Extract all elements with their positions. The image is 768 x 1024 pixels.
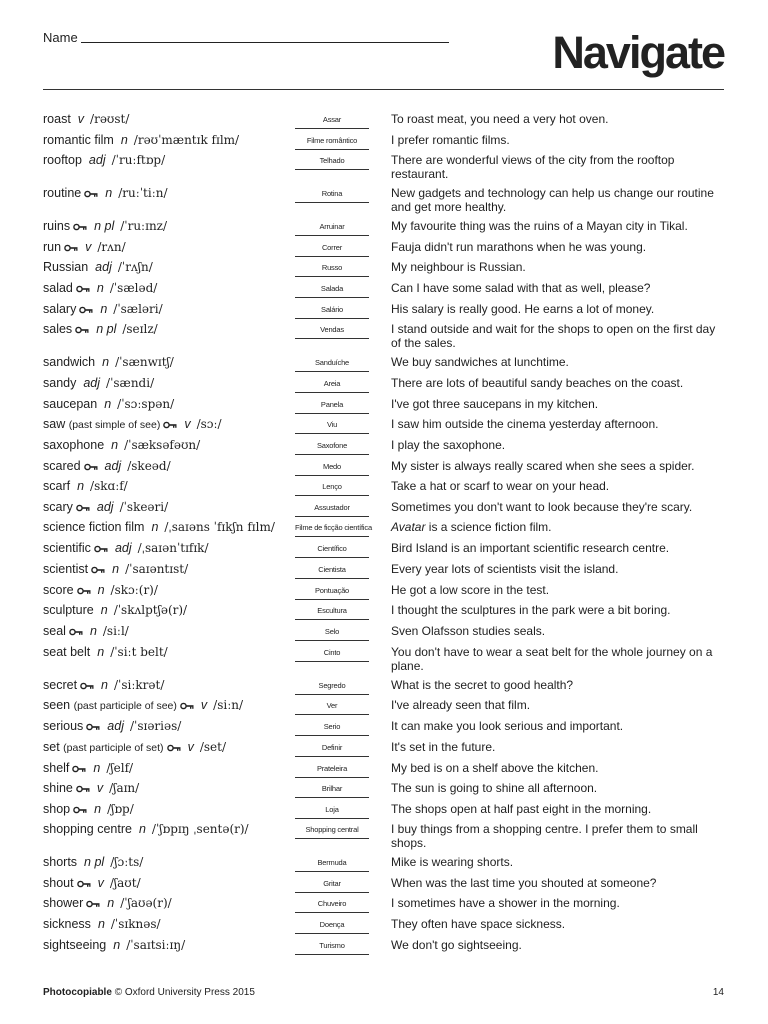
headword: sightseeing (43, 938, 107, 952)
example-text: We don't go sightseeing. (391, 938, 522, 952)
phonetic-transcription: /ˈsaɪtsiːɪŋ/ (126, 938, 186, 952)
vocab-term (43, 186, 168, 201)
key-word-icon (80, 679, 94, 693)
vocab-term (43, 376, 154, 390)
vocab-term (43, 876, 141, 891)
vocab-term (43, 761, 133, 776)
example-sentence (391, 479, 726, 493)
example-text: My bed is on a shelf above the kitchen. (391, 761, 599, 775)
vocab-term (43, 479, 128, 493)
phonetic-transcription: /ˈsæləri/ (113, 302, 163, 316)
part-of-speech: v (96, 781, 104, 795)
example-sentence (391, 281, 726, 295)
example-text: There are wonderful views of the city from the rooftop restaurant. (391, 153, 675, 181)
footer-copyright (43, 987, 255, 998)
phonetic-transcription: /ˈsɪknəs/ (110, 917, 161, 931)
example-sentence (391, 876, 726, 890)
headword: scientific (43, 541, 91, 555)
example-text: I prefer romantic films. (391, 133, 510, 147)
headword: saxophone (43, 438, 105, 452)
vocab-term (43, 583, 158, 598)
phonetic-transcription: /ˈskʌlptʃə(r)/ (113, 603, 188, 617)
translation-field[interactable]: Prateleira (295, 764, 369, 778)
vocab-term (43, 603, 187, 617)
key-word-icon (76, 501, 90, 515)
phonetic-transcription: /sɔː/ (196, 417, 222, 431)
photocopiable-label: Photocopiable (43, 987, 112, 998)
phonetic-transcription: /ˌsaɪəns ˈfɪkʃn fɪlm/ (164, 520, 275, 534)
phonetic-transcription: /rʌn/ (97, 240, 126, 254)
part-of-speech: n pl (84, 855, 105, 869)
headword: salad (43, 281, 73, 295)
part-of-speech: n (104, 397, 112, 411)
headword: sandwich (43, 355, 96, 369)
example-sentence (391, 698, 726, 712)
part-of-speech: n (101, 678, 108, 692)
example-text: Fauja didn't run marathons when he was young. (391, 240, 647, 254)
translation-field[interactable]: Lenço (295, 482, 369, 496)
translation-field[interactable]: Salário (295, 305, 369, 319)
example-text: Sometimes you don't want to look because they're scary. (391, 500, 693, 514)
phonetic-transcription: /seɪlz/ (122, 322, 158, 336)
phonetic-transcription: /siːl/ (102, 624, 129, 638)
headword: seal (43, 624, 66, 638)
example-text: My favourite thing was the ruins of a Mayan city in Tikal. (391, 219, 688, 233)
phonetic-transcription: /ruːˈtiːn/ (118, 186, 168, 200)
phonetic-transcription: /skɔː(r)/ (110, 583, 158, 597)
example-sentence (391, 322, 726, 350)
key-word-icon (84, 460, 98, 474)
phonetic-transcription: /siːn/ (213, 698, 244, 712)
example-text: The shops open at half past eight in the morning. (391, 802, 652, 816)
translation-field[interactable]: Escultura (295, 606, 369, 620)
phonetic-transcription: /ˈruːɪnz/ (120, 219, 168, 233)
translation-field[interactable]: Sanduíche (295, 358, 369, 372)
phonetic-transcription: /ʃaɪn/ (109, 781, 140, 795)
phonetic-transcription: /rəʊˈmæntɪk fɪlm/ (133, 133, 240, 147)
example-text: Take a hat or scarf to wear on your head. (391, 479, 610, 493)
vocab-term (43, 500, 168, 515)
key-word-icon (76, 782, 90, 796)
example-sentence (391, 740, 726, 754)
translation-field[interactable]: Medo (295, 462, 369, 476)
part-of-speech: adj (83, 376, 101, 390)
part-of-speech: n (96, 281, 104, 295)
key-word-icon (72, 762, 86, 776)
vocab-term (43, 438, 200, 452)
part-of-speech: n pl (96, 322, 117, 336)
example-sentence (391, 260, 726, 274)
translation-field[interactable]: Russo (295, 263, 369, 277)
example-sentence (391, 438, 726, 452)
translation-field[interactable]: Segredo (295, 681, 369, 695)
phonetic-transcription: /ˈsiːt belt/ (110, 645, 168, 659)
headword: rooftop (43, 153, 82, 167)
vocab-term (43, 645, 168, 659)
phonetic-transcription: /ˈrʌʃn/ (117, 260, 153, 274)
translation-field[interactable]: Areia (295, 379, 369, 393)
phonetic-transcription: /ˈsɔːspən/ (117, 397, 175, 411)
phonetic-transcription: /ʃaʊt/ (109, 876, 141, 890)
translation-field[interactable]: Bermuda (295, 858, 369, 872)
vocab-term (43, 322, 158, 337)
part-of-speech: v (97, 876, 104, 890)
headword: routine (43, 186, 82, 200)
vocab-term (43, 938, 185, 952)
example-text: I thought the sculptures in the park were a bit boring. (391, 603, 671, 617)
example-text: New gadgets and technology can help us change our routine and get more healthy. (391, 186, 714, 214)
example-sentence (391, 459, 726, 473)
part-of-speech: n (100, 603, 108, 617)
example-sentence (391, 938, 726, 952)
headword: roast (43, 112, 71, 126)
headword: romantic film (43, 133, 114, 147)
vocab-term (43, 240, 126, 255)
headword: serious (43, 719, 84, 733)
example-text: There are lots of beautiful sandy beaches on the coast. (391, 376, 684, 390)
key-word-icon (86, 720, 100, 734)
part-of-speech: n (138, 822, 146, 836)
headword: sculpture (43, 603, 94, 617)
translation-field[interactable]: Rotina (295, 189, 369, 203)
part-of-speech: n (97, 645, 105, 659)
phonetic-transcription: /set/ (199, 740, 226, 754)
example-sentence (391, 355, 726, 369)
example-text: I've got three saucepans in my kitchen. (391, 397, 599, 411)
example-sentence (391, 855, 726, 869)
translation-field[interactable]: Científico (295, 544, 369, 558)
phonetic-transcription: /ˈruːftɒp/ (111, 153, 166, 167)
vocab-term (43, 562, 188, 577)
part-of-speech: n (113, 938, 121, 952)
example-sentence (391, 153, 726, 181)
copyright-text: © Oxford University Press 2015 (114, 987, 255, 998)
vocab-term (43, 855, 143, 869)
vocab-term (43, 624, 129, 639)
example-sentence (391, 520, 726, 534)
key-word-icon (94, 542, 108, 556)
grammar-note: (past participle of see) (73, 700, 177, 712)
page-number: 14 (712, 987, 724, 998)
translation-field[interactable]: Brilhar (295, 784, 369, 798)
phonetic-transcription: /ʃelf/ (106, 761, 134, 775)
translation-field[interactable]: Filme de ficção científica (295, 523, 369, 537)
example-text: It can make you look serious and important. (391, 719, 624, 733)
headword: set (43, 740, 60, 754)
vocab-term (43, 917, 161, 931)
headword: shorts (43, 855, 78, 869)
translation-field[interactable]: Cientista (295, 565, 369, 579)
key-word-icon (79, 303, 93, 317)
translation-field[interactable]: Gritar (295, 879, 369, 893)
example-text: The sun is going to shine all afternoon. (391, 781, 598, 795)
vocab-term (43, 541, 209, 556)
example-sentence (391, 562, 726, 576)
example-sentence (391, 761, 726, 775)
headword: run (43, 240, 62, 254)
part-of-speech: n (89, 624, 97, 638)
key-word-icon (75, 323, 89, 337)
phonetic-transcription: /ˈʃɒpɪŋ ˌsentə(r)/ (151, 822, 249, 836)
translation-field[interactable]: Telhado (295, 156, 369, 170)
key-word-icon (73, 220, 87, 234)
example-title: Avatar (391, 520, 426, 534)
translation-field[interactable]: Assar (295, 115, 369, 129)
part-of-speech: v (200, 698, 208, 712)
example-sentence (391, 624, 726, 638)
part-of-speech: n (105, 186, 113, 200)
headword: shop (43, 802, 71, 816)
part-of-speech: v (85, 240, 92, 254)
headword: shopping centre (43, 822, 132, 836)
part-of-speech: adj (88, 153, 106, 167)
example-sentence (391, 186, 726, 214)
key-word-icon (69, 625, 83, 639)
example-sentence (391, 822, 726, 850)
key-word-icon (180, 699, 194, 713)
example-sentence (391, 781, 726, 795)
part-of-speech: n (97, 917, 105, 931)
example-text: We buy sandwiches at lunchtime. (391, 355, 569, 369)
translation-field[interactable]: Salada (295, 284, 369, 298)
example-text: Bird Island is an important scientific research centre. (391, 541, 670, 555)
translation-field[interactable]: Correr (295, 243, 369, 257)
example-sentence (391, 802, 726, 816)
phonetic-transcription: /ʃɒp/ (107, 802, 134, 816)
headword: sickness (43, 917, 91, 931)
example-text: I play the saxophone. (391, 438, 506, 452)
vocab-term (43, 397, 174, 411)
vocab-term (43, 281, 157, 296)
translation-field[interactable]: Loja (295, 805, 369, 819)
phonetic-transcription: /ˈsænwɪtʃ/ (115, 355, 174, 369)
headword: scared (43, 459, 81, 473)
headword: scarf (43, 479, 71, 493)
example-sentence (391, 112, 726, 126)
example-text: Can I have some salad with that as well, please? (391, 281, 651, 295)
vocab-term (43, 112, 129, 126)
phonetic-transcription: /ˌsaɪənˈtɪfɪk/ (137, 541, 209, 555)
vocab-term (43, 678, 164, 693)
translation-field[interactable]: Turismo (295, 941, 369, 955)
headword: sandy (43, 376, 77, 390)
headword: science fiction film (43, 520, 145, 534)
vocab-term (43, 417, 222, 432)
phonetic-transcription: /skɑːf/ (90, 479, 128, 493)
name-label: Name (43, 30, 78, 45)
headword: shelf (43, 761, 70, 775)
headword: salary (43, 302, 77, 316)
key-word-icon (77, 584, 91, 598)
example-text: You don't have to wear a seat belt for the whole journey on a plane. (391, 645, 713, 673)
translation-field[interactable]: Shopping central (295, 825, 369, 839)
headword: secret (43, 678, 78, 692)
vocab-term (43, 822, 249, 836)
headword: shout (43, 876, 74, 890)
example-sentence (391, 541, 726, 555)
translation-field[interactable]: Pontuação (295, 586, 369, 600)
example-sentence (391, 603, 726, 617)
example-text: His salary is really good. He earns a lot of money. (391, 302, 655, 316)
part-of-speech: n (107, 896, 115, 910)
example-text: I stand outside and wait for the shops to open on the first day of the sales. (391, 322, 716, 350)
part-of-speech: n (120, 133, 128, 147)
phonetic-transcription: /ˈsæləd/ (109, 281, 158, 295)
translation-field[interactable]: Doença (295, 920, 369, 934)
example-sentence (391, 133, 726, 147)
example-text: is a science fiction film. (425, 520, 552, 534)
example-text: My sister is always really scared when she sees a spider. (391, 459, 695, 473)
example-text: He got a low score in the test. (391, 583, 550, 597)
part-of-speech: n (94, 802, 102, 816)
vocab-term (43, 740, 226, 755)
translation-field[interactable]: Filme romântico (295, 136, 369, 150)
vocab-term (43, 355, 174, 369)
translation-field[interactable]: Serio (295, 722, 369, 736)
vocab-term (43, 896, 172, 911)
key-word-icon (77, 877, 91, 891)
phonetic-transcription: /ˈsiːkrət/ (114, 678, 165, 692)
example-sentence (391, 896, 726, 910)
part-of-speech: n (112, 562, 120, 576)
translation-field[interactable]: Arruinar (295, 222, 369, 236)
example-sentence (391, 302, 726, 316)
translation-field[interactable]: Ver (295, 701, 369, 715)
example-text: My neighbour is Russian. (391, 260, 526, 274)
example-text: I sometimes have a shower in the morning. (391, 896, 620, 910)
grammar-note: (past participle of set) (63, 742, 164, 754)
key-word-icon (73, 803, 87, 817)
grammar-note: (past simple of see) (68, 419, 161, 431)
headword: seen (43, 698, 71, 712)
example-text: I buy things from a shopping centre. I prefer them to small shops. (391, 822, 698, 850)
part-of-speech: n (102, 355, 110, 369)
example-text: Sven Olafsson studies seals. (391, 624, 546, 638)
example-sentence (391, 917, 726, 931)
vocab-term (43, 520, 275, 534)
headword: scientist (43, 562, 89, 576)
example-sentence (391, 376, 726, 390)
example-text: Mike is wearing shorts. (391, 855, 514, 869)
vocab-term (43, 219, 167, 234)
part-of-speech: adj (107, 719, 124, 733)
key-word-icon (91, 563, 105, 577)
example-sentence (391, 678, 726, 692)
key-word-icon (167, 741, 181, 755)
example-text: What is the secret to good health? (391, 678, 574, 692)
part-of-speech: n (77, 479, 85, 493)
key-word-icon (86, 897, 100, 911)
part-of-speech: v (184, 417, 191, 431)
example-sentence (391, 417, 726, 431)
example-sentence (391, 219, 726, 233)
part-of-speech: adj (104, 459, 122, 473)
vocab-term (43, 260, 153, 274)
part-of-speech: v (187, 740, 194, 754)
example-text: To roast meat, you need a very hot oven. (391, 112, 609, 126)
part-of-speech: n (151, 520, 159, 534)
vocab-term (43, 133, 239, 147)
headword: saucepan (43, 397, 98, 411)
vocab-term (43, 459, 171, 474)
headword: saw (43, 417, 66, 431)
translation-field[interactable]: Assustador (295, 503, 369, 517)
phonetic-transcription: /rəʊst/ (90, 112, 130, 126)
example-sentence (391, 645, 726, 673)
vocab-term (43, 698, 243, 713)
part-of-speech: n (97, 583, 105, 597)
phonetic-transcription: /ˈsændi/ (106, 376, 155, 390)
example-sentence (391, 240, 726, 254)
example-sentence (391, 719, 726, 733)
vocab-term (43, 802, 134, 817)
headword: scary (43, 500, 73, 514)
headword: seat belt (43, 645, 91, 659)
part-of-speech: n (111, 438, 119, 452)
phonetic-transcription: /ˈsɪəriəs/ (129, 719, 182, 733)
translation-field[interactable]: Vendas (295, 325, 369, 339)
key-word-icon (64, 241, 78, 255)
phonetic-transcription: /ʃɔːts/ (110, 855, 144, 869)
example-sentence (391, 397, 726, 411)
part-of-speech: adj (95, 260, 112, 274)
vocab-term (43, 781, 139, 796)
headword: shine (43, 781, 73, 795)
example-sentence (391, 583, 726, 597)
vocab-term (43, 719, 181, 734)
headword: shower (43, 896, 84, 910)
translation-field[interactable]: Panela (295, 400, 369, 414)
headword: sales (43, 322, 73, 336)
translation-field[interactable]: Definir (295, 743, 369, 757)
example-text: I've already seen that film. (391, 698, 531, 712)
phonetic-transcription: /ˈsæksəfəʊn/ (124, 438, 201, 452)
vocab-term (43, 153, 165, 167)
phonetic-transcription: /ˈʃaʊə(r)/ (120, 896, 172, 910)
example-text: They often have space sickness. (391, 917, 566, 931)
example-text: I saw him outside the cinema yesterday afternoon. (391, 417, 659, 431)
translation-field[interactable]: Viu (295, 420, 369, 434)
headword: Russian (43, 260, 89, 274)
key-word-icon (163, 418, 177, 432)
headword: ruins (43, 219, 71, 233)
phonetic-transcription: /skeəd/ (127, 459, 171, 473)
part-of-speech: adj (96, 500, 114, 514)
part-of-speech: n (100, 302, 108, 316)
key-word-icon (84, 187, 98, 201)
translation-field[interactable]: Saxofone (295, 441, 369, 455)
example-text: Every year lots of scientists visit the island. (391, 562, 619, 576)
translation-field[interactable]: Cinto (295, 648, 369, 662)
translation-field[interactable]: Chuveiro (295, 899, 369, 913)
part-of-speech: n pl (94, 219, 115, 233)
example-sentence (391, 500, 726, 514)
key-word-icon (76, 282, 90, 296)
example-text: It's set in the future. (391, 740, 496, 754)
part-of-speech: adj (114, 541, 132, 555)
part-of-speech: v (77, 112, 85, 126)
phonetic-transcription: /ˈsaɪəntɪst/ (125, 562, 189, 576)
translation-field[interactable]: Selo (295, 627, 369, 641)
phonetic-transcription: /ˈskeəri/ (119, 500, 169, 514)
headword: score (43, 583, 74, 597)
part-of-speech: n (93, 761, 101, 775)
example-text: When was the last time you shouted at someone? (391, 876, 657, 890)
vocab-term (43, 302, 163, 317)
brand-logo: Navigate (552, 27, 724, 78)
